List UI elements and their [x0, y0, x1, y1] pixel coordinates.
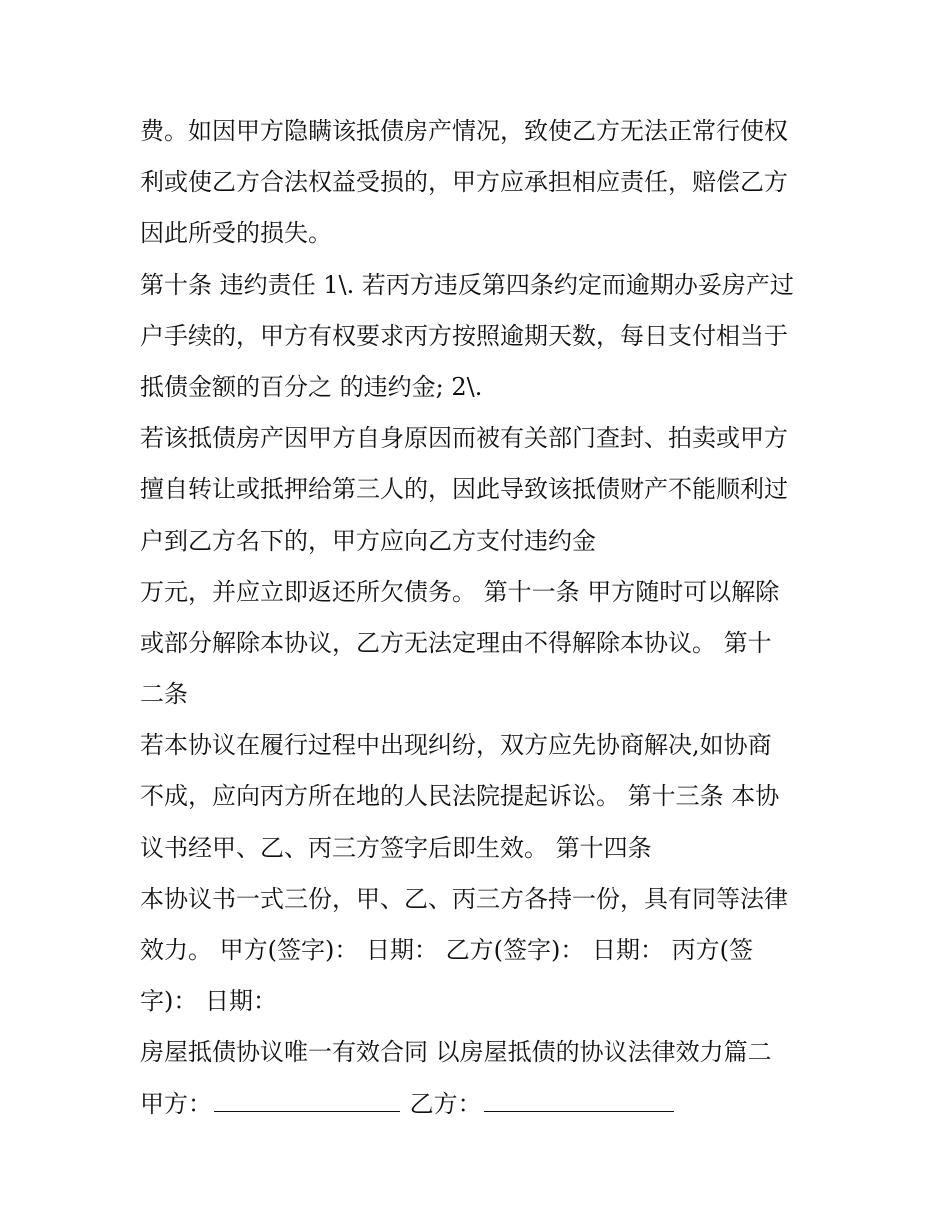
text-line: 费。如因甲方隐瞒该抵债房产情况，致使乙方无法正常行使权 — [140, 117, 788, 145]
text-line: 因此所受的损失。 — [140, 219, 332, 248]
text-line: 擅自转让或抵押给第三人的，因此导致该抵债财产不能顺利过 — [140, 475, 788, 504]
document-body — [140, 106, 820, 1130]
signature-line — [140, 1079, 820, 1130]
text-line: 户到乙方名下的，甲方应向乙方支付违约金 — [140, 526, 596, 555]
text-line: 字)： 日期： — [140, 987, 277, 1016]
text-line: 不成，应向丙方所在地的人民法院提起诉讼。 第十三条 本协 — [140, 782, 780, 811]
text-line: 若该抵债房产因甲方自身原因而被有关部门查封、拍卖或甲方 — [140, 424, 788, 453]
party-a-blank — [214, 1091, 400, 1112]
party-b-blank — [484, 1091, 674, 1112]
text-line: 议书经甲、乙、丙三方签字后即生效。 第十四条 — [140, 833, 652, 862]
party-a-label: 甲方： — [140, 1089, 212, 1118]
text-line: 万元，并应立即返还所欠债务。 第十一条 甲方随时可以解除 — [140, 577, 780, 606]
party-b-label: 乙方： — [409, 1089, 482, 1118]
text-line: 效力。 甲方(签字)： 日期： 乙方(签字)： 日期： 丙方(签 — [140, 936, 753, 964]
text-line: 户手续的，甲方有权要求丙方按照逾期天数，每日支付相当于 — [140, 321, 788, 350]
text-line: 第十条 违约责任 1\. 若丙方违反第四条约定而逾期办妥房产过 — [140, 270, 794, 299]
text-line: 若本协议在履行过程中出现纠纷，双方应先协商解决,如协商 — [140, 731, 772, 760]
text-line: 利或使乙方合法权益受损的，甲方应承担相应责任，赔偿乙方 — [140, 168, 788, 197]
text-line: 房屋抵债协议唯一有效合同 以房屋抵债的协议法律效力篇二 — [140, 1038, 772, 1067]
text-line: 抵债金额的百分之 的违约金; 2\. — [140, 372, 483, 401]
text-line: 本协议书一式三份，甲、乙、丙三方各持一份，具有同等法律 — [140, 884, 788, 913]
text-line: 或部分解除本协议，乙方无法定理由不得解除本协议。 第十 — [140, 628, 772, 657]
text-line: 二条 — [140, 680, 188, 709]
